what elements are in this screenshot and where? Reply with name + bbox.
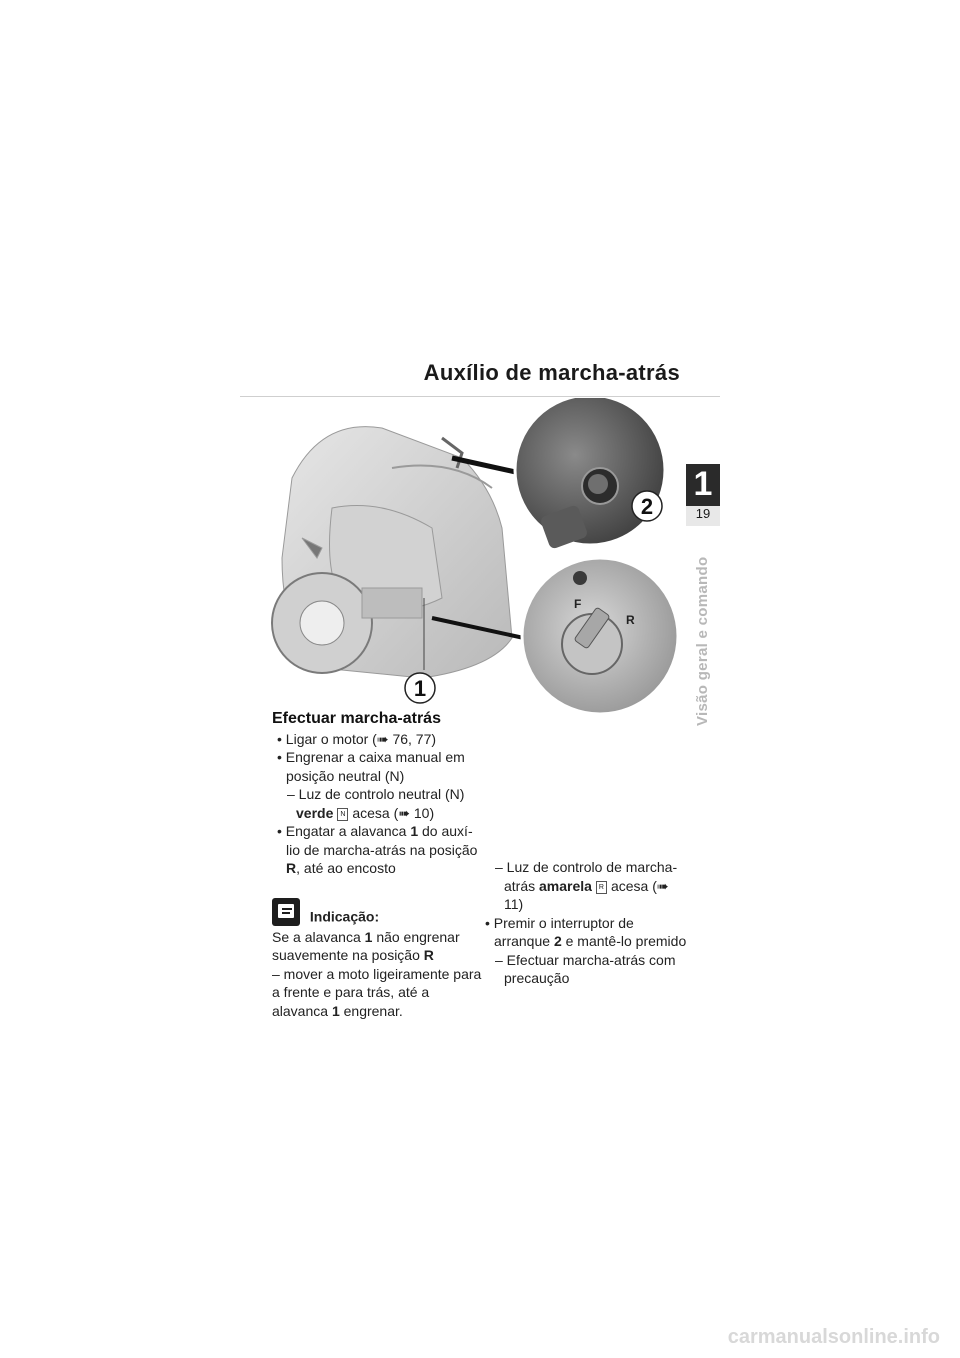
neutral-light-line — [272, 785, 482, 822]
neutral-color-label: verde — [296, 804, 334, 821]
reverse-indicator-icon: R — [596, 881, 607, 894]
step-neutral — [272, 748, 482, 785]
neutral-light-status: acesa (➠ 10) — [352, 804, 435, 821]
callout-1: 1 — [413, 676, 427, 701]
note-heading: Indicação: — [309, 908, 380, 924]
bullet-mark: • — [277, 730, 282, 747]
reverse-light-status: acesa (➠ 11) — [504, 877, 669, 912]
step-press-starter — [480, 914, 690, 951]
note-block — [272, 898, 482, 1021]
step-engage-lever — [272, 822, 482, 878]
note-lever-number: 1 — [364, 928, 373, 945]
careful-line: – Efectuar marcha-atrás com precaução — [495, 951, 676, 986]
lever-text-b: do auxí-lio de marcha-atrás na posição — [286, 823, 478, 858]
lever-position-r-label: R — [626, 613, 635, 627]
note-text-4: engrenar. — [343, 1002, 403, 1019]
neutral-indicator-icon: N — [337, 808, 348, 821]
page-title: Auxílio de marcha-atrás — [423, 360, 680, 385]
note-lever-number-2: 1 — [331, 1002, 340, 1019]
lever-text-c: , até ao encosto — [296, 860, 396, 876]
lever-text-a: • Engatar a alavanca — [277, 823, 407, 839]
left-column — [272, 710, 482, 1020]
lever-number: 1 — [410, 823, 419, 839]
note-text-3: – mover a moto ligeiramente para a frente e para trás, até a alavanca — [272, 965, 482, 1019]
note-text — [272, 928, 482, 1021]
title-divider — [240, 396, 720, 397]
step-text: Engrenar a caixa manual em posição neutral (N) — [285, 749, 465, 784]
neutral-light-text: – Luz de controlo neutral (N) — [287, 786, 465, 802]
right-column — [480, 858, 690, 988]
step-start-engine — [272, 730, 482, 749]
section-heading: Efectuar marcha-atrás — [272, 710, 441, 727]
step-text: Ligar o motor (➠ 76, 77) — [285, 730, 437, 747]
motorcycle-illustration — [262, 398, 722, 728]
page-number: 19 — [695, 506, 711, 521]
lever-position: R — [286, 860, 297, 876]
reverse-color-label: amarela — [539, 877, 592, 894]
chapter-number: 1 — [693, 465, 713, 503]
starter-number: 2 — [553, 933, 562, 949]
starter-text-b: e mantê-lo premido — [565, 933, 687, 949]
callout-2: 2 — [640, 494, 654, 519]
starter-text-a: • Premir o interruptor de arranque — [485, 914, 634, 949]
watermark: carmanualsonline.info — [727, 1326, 940, 1348]
note-text-2: não engrenar suavemente na posição — [272, 928, 460, 963]
reverse-light-text: – Luz de controlo de marcha-atrás — [495, 859, 678, 894]
lever-position-f-label: F — [574, 597, 582, 611]
chapter-side-label: Visão geral e comando — [694, 556, 711, 726]
bullet-mark: • — [277, 749, 282, 765]
note-position: R — [423, 947, 434, 963]
reverse-light-line — [480, 858, 690, 914]
note-hand-icon — [272, 898, 300, 926]
note-text-1: Se a alavanca — [272, 928, 361, 945]
